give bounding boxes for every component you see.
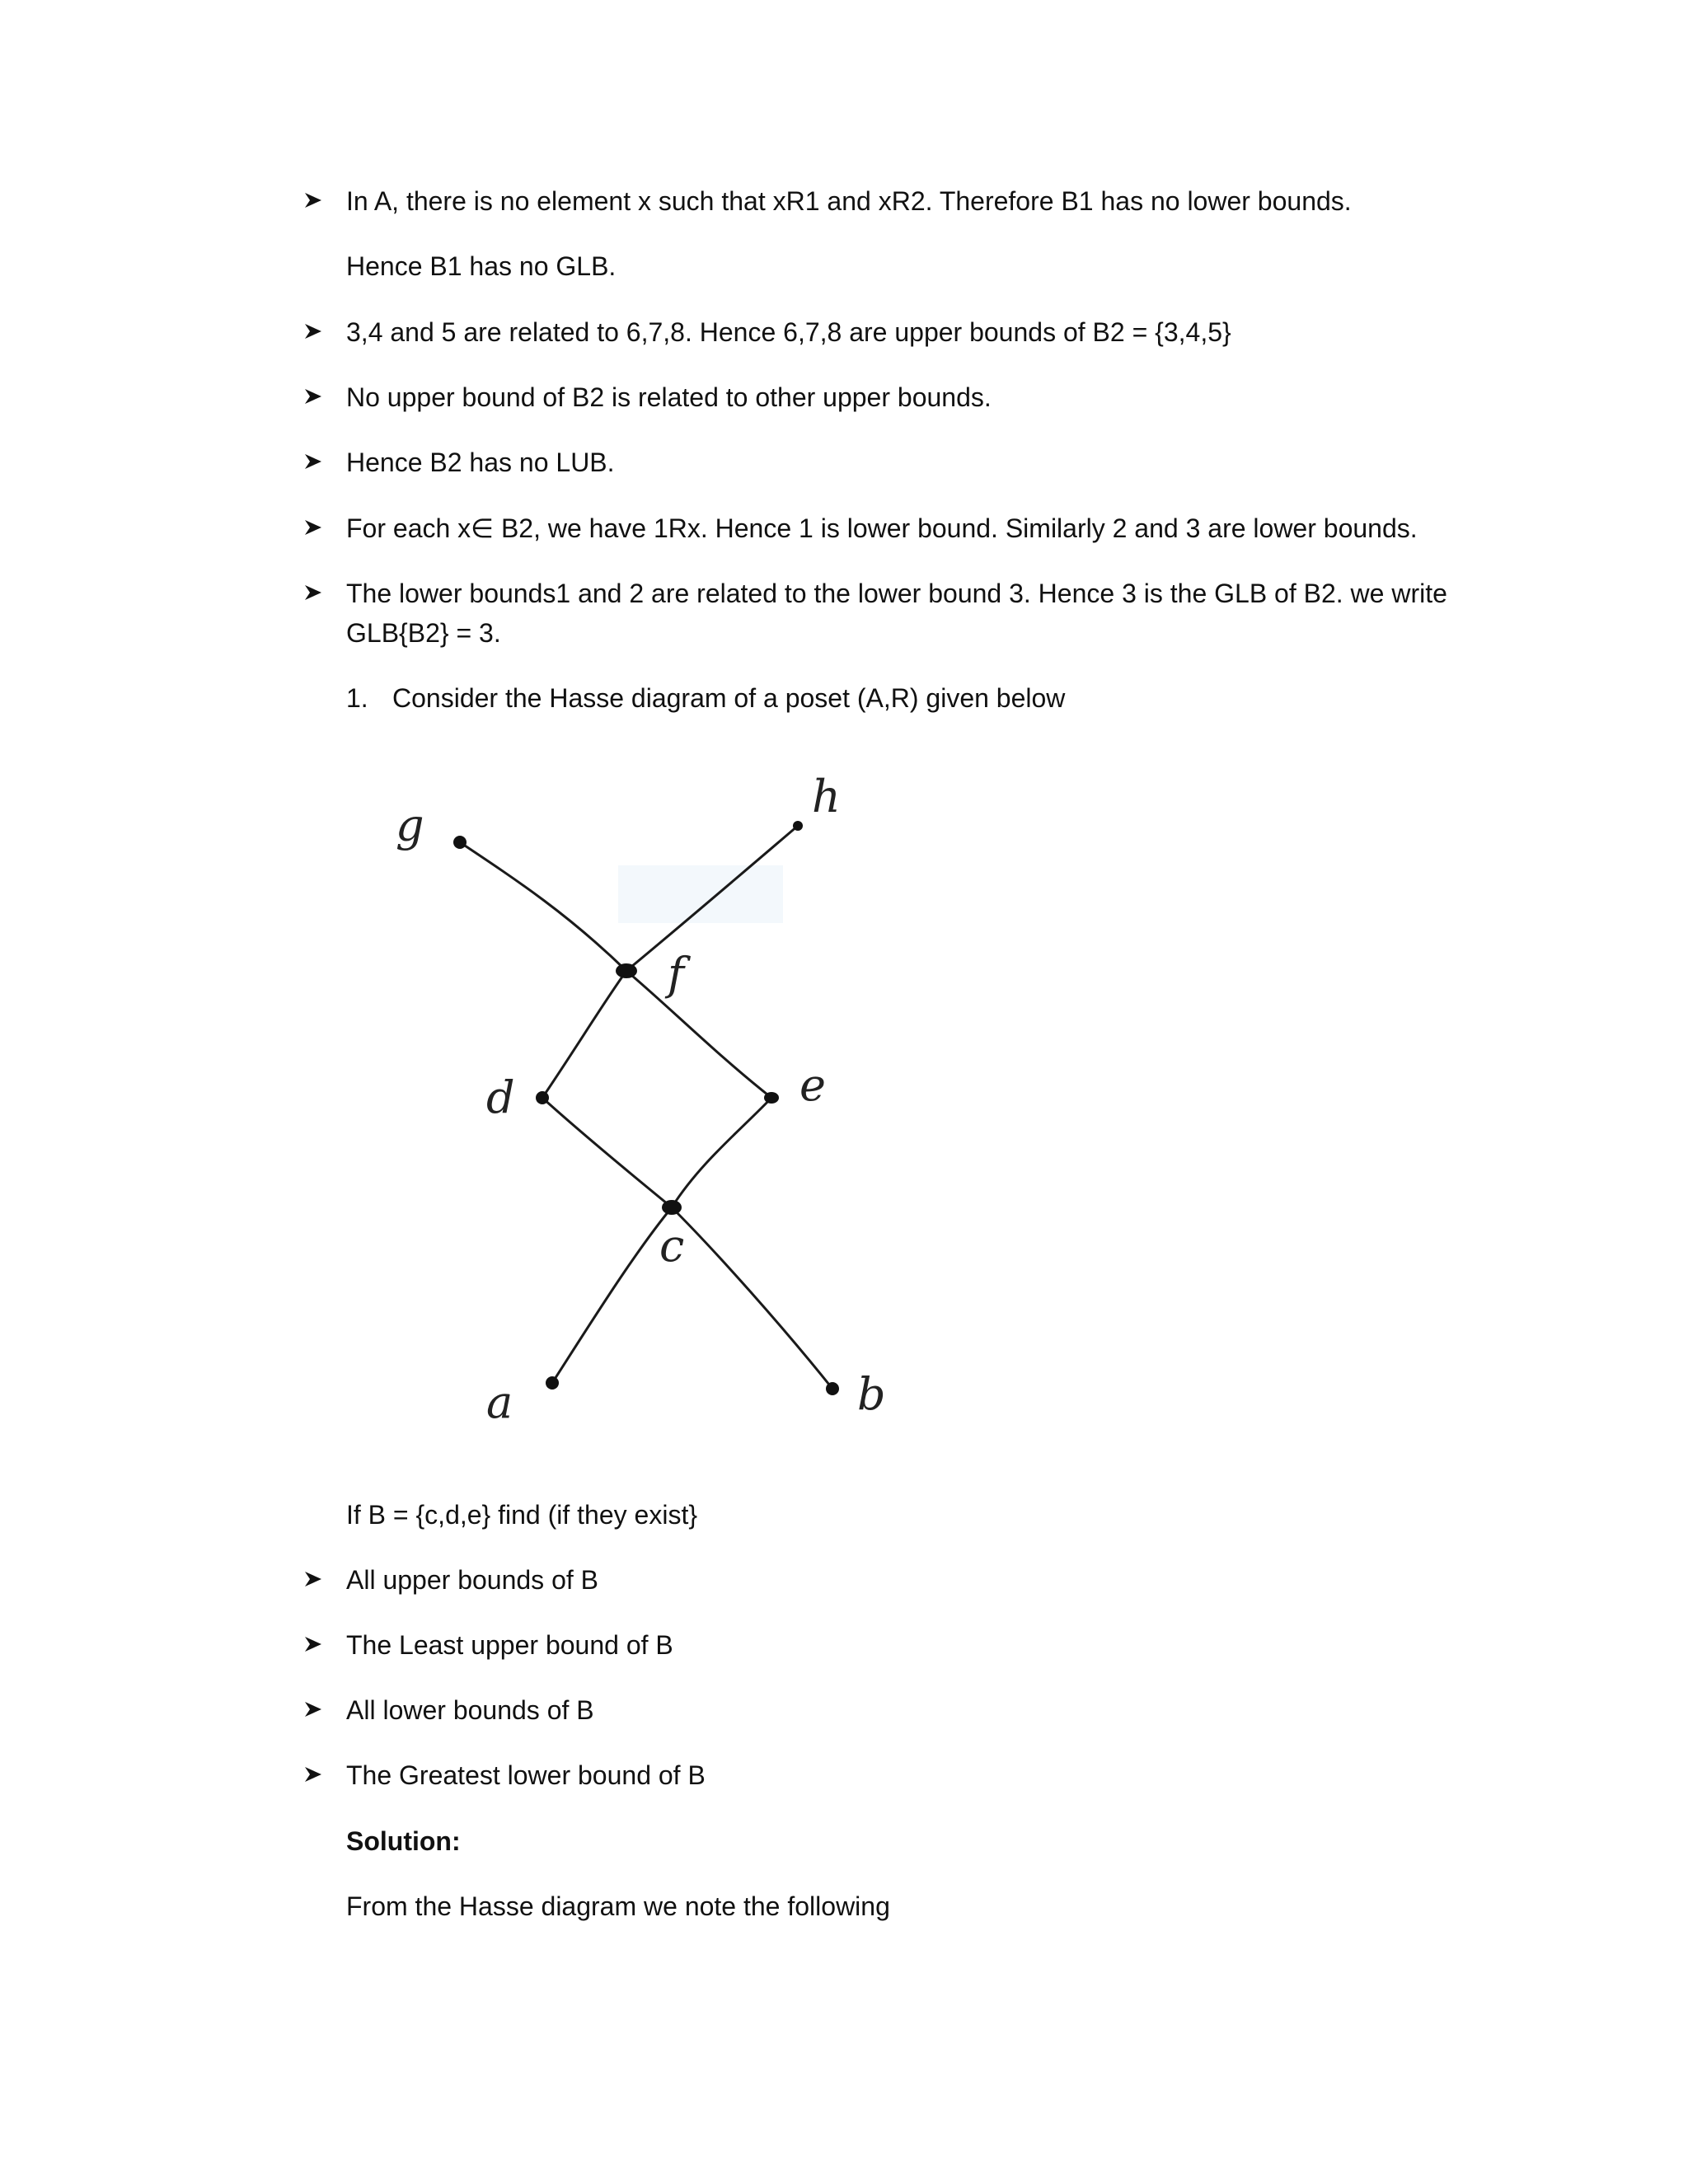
bullet-text-no-upper-bound-related: No upper bound of B2 is related to other upper bounds. [346, 382, 992, 412]
problem-number: 1. [346, 683, 368, 713]
solution-text: From the Hasse diagram we note the following [346, 1891, 890, 1921]
edge-c-b [672, 1207, 832, 1389]
question-item-lower-bounds: All lower bounds of B [346, 1695, 594, 1725]
bullet-text-glb-line1: The lower bounds1 and 2 are related to the lower bound 3. Hence 3 is the GLB of B2. we write [346, 579, 1447, 608]
bullet-arrow-icon [303, 1765, 323, 1784]
label-e: e [799, 1059, 826, 1111]
problem-text: Consider the Hasse diagram of a poset (A,R) given below [392, 683, 1066, 713]
bullet-arrow-icon [303, 321, 323, 341]
bullet-text-b1-no-glb: Hence B1 has no GLB. [346, 251, 617, 281]
label-a: a [486, 1376, 513, 1428]
question-item-glb: The Greatest lower bound of B [346, 1760, 706, 1790]
node-e [764, 1092, 779, 1104]
bullet-arrow-icon [303, 190, 323, 210]
label-h: h [812, 771, 841, 823]
label-d: d [486, 1071, 515, 1123]
label-b: b [857, 1368, 886, 1420]
bullet-text-b1-no-lower-bounds: In A, there is no element x such that xR1 and xR2. Therefore B1 has no lower bounds. [346, 186, 1352, 216]
node-f [616, 963, 637, 978]
bullet-arrow-icon [303, 1569, 323, 1589]
node-b [826, 1382, 839, 1395]
question-item-upper-bounds: All upper bounds of B [346, 1565, 598, 1595]
label-f: f [668, 948, 684, 1000]
label-g: g [396, 799, 424, 851]
question-item-lub: The Least upper bound of B [346, 1630, 673, 1660]
node-h [793, 821, 803, 831]
bullet-text-lower-bounds: For each x∈ B2, we have 1Rx. Hence 1 is lower bound. Similarly 2 and 3 are lower bounds. [346, 513, 1418, 543]
edge-f-d [542, 971, 626, 1098]
edge-c-a [552, 1207, 672, 1383]
bullet-arrow-icon [303, 518, 323, 537]
question-intro: If B = {c,d,e} find (if they exist} [346, 1500, 698, 1530]
node-c [662, 1200, 682, 1215]
hasse-diagram [354, 766, 915, 1451]
solution-heading: Solution: [346, 1826, 461, 1856]
edge-g-f [460, 842, 626, 971]
scan-smudge [618, 865, 783, 923]
bullet-arrow-icon [303, 1699, 323, 1719]
bullet-arrow-icon [303, 387, 323, 406]
node-g [453, 836, 467, 849]
node-a [546, 1376, 559, 1390]
bullet-arrow-icon [303, 452, 323, 471]
edge-e-c [672, 1098, 771, 1207]
edge-d-c [542, 1098, 672, 1207]
node-d [536, 1091, 549, 1104]
edge-f-e [626, 971, 771, 1098]
bullet-arrow-icon [303, 583, 323, 602]
bullet-text-glb-line2: GLB{B2} = 3. [346, 618, 501, 648]
bullet-arrow-icon [303, 1634, 323, 1654]
bullet-text-b2-no-lub: Hence B2 has no LUB. [346, 448, 615, 477]
label-c: c [659, 1220, 685, 1272]
bullet-text-b2-upper-bounds: 3,4 and 5 are related to 6,7,8. Hence 6,7,8 are upper bounds of B2 = {3,4,5} [346, 317, 1231, 347]
